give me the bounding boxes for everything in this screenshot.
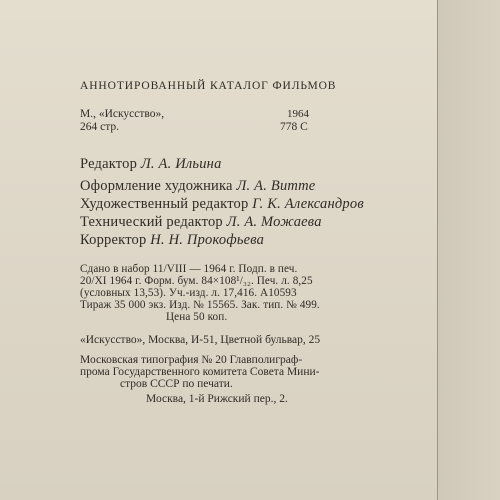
- facing-page-edge: [438, 0, 500, 500]
- credit-role: Корректор: [80, 232, 147, 248]
- catalog-code: 778 С: [280, 121, 308, 133]
- imprint-line: Сдано в набор 11/VIII — 1964 г. Подп. в печ.: [80, 263, 298, 275]
- credit-name: Л. А. Ильина: [140, 156, 222, 172]
- credit-artist: [80, 178, 315, 195]
- catalog-heading: АННОТИРОВАННЫЙ КАТАЛОГ ФИЛЬМОВ: [80, 80, 337, 92]
- credit-editor: [80, 156, 222, 173]
- credit-technical-editor: [80, 214, 322, 231]
- credit-name: Г. К. Александров: [252, 196, 364, 212]
- printer-address: Москва, 1-й Рижский пер., 2.: [146, 393, 288, 405]
- imprint-line: 20/XI 1964 г. Форм. бум. 84×108¹/₃₂. Печ. л. 8,25: [80, 275, 313, 287]
- credit-name: Л. А. Можаева: [226, 214, 322, 230]
- credit-proofreader: [80, 232, 264, 249]
- credit-name: Л. А. Витте: [236, 178, 316, 194]
- publisher-address: «Искусство», Москва, И-51, Цветной бульвар, 25: [80, 334, 321, 346]
- imprint-line: (условных 13,53). Уч.-изд. л. 17,416. А10593: [80, 287, 297, 299]
- publisher-line: М., «Искусство»,: [80, 108, 165, 120]
- credit-role: Редактор: [80, 156, 138, 172]
- page-fold: [437, 0, 438, 500]
- printer-line: прома Государственного комитета Совета Мини-: [80, 366, 320, 378]
- price-line: Цена 50 коп.: [166, 311, 228, 323]
- credit-art-editor: [80, 196, 364, 213]
- credit-role: Оформление художника: [80, 178, 233, 194]
- credit-role: Технический редактор: [80, 214, 223, 230]
- credit-name: Н. Н. Прокофьева: [150, 232, 265, 248]
- printer-line: стров СССР по печати.: [120, 378, 233, 390]
- credit-role: Художественный редактор: [80, 196, 249, 212]
- printer-line: Московская типография № 20 Главполиграф-: [80, 354, 303, 366]
- page-count: 264 стр.: [80, 121, 120, 133]
- imprint-line: Тираж 35 000 экз. Изд. № 15565. Зак. тип. № 499.: [80, 299, 320, 311]
- publication-year: 1964: [287, 108, 309, 120]
